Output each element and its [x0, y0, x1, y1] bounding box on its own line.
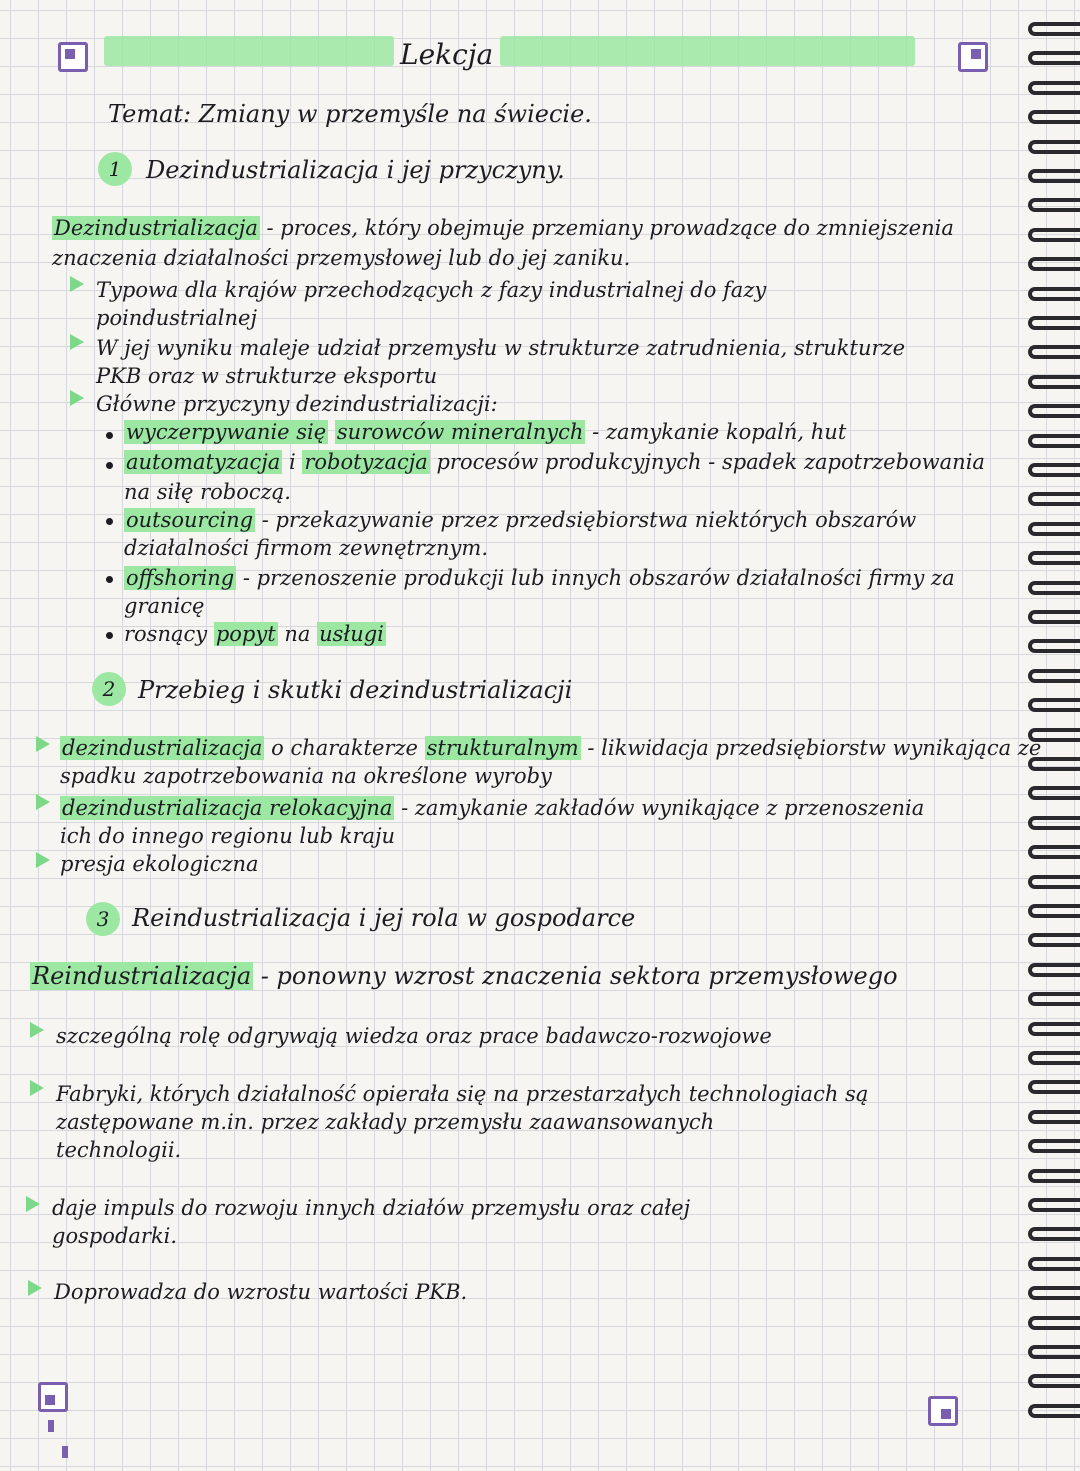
spiral-ring-icon — [1028, 610, 1080, 624]
role-text: gospodarki. — [52, 1224, 178, 1248]
spiral-ring-icon — [1028, 875, 1080, 889]
term-dezindustrializacja: Dezindustrializacja — [54, 216, 258, 240]
corner-bracket-icon — [928, 1396, 958, 1426]
corner-bracket-icon — [38, 1382, 68, 1412]
spiral-ring-icon — [1028, 933, 1080, 947]
arrow-bullet-icon — [36, 794, 50, 810]
effect-text: - likwidacja przedsiębiorstw wynikająca ze — [587, 736, 1042, 760]
highlight: dezindustrializacja — [62, 736, 263, 760]
header-highlight-right — [500, 36, 915, 66]
role-text: szczególną rolę odgrywają wiedza oraz prace badawczo-rozwojowe — [56, 1024, 772, 1048]
highlight: outsourcing — [126, 508, 254, 532]
role-text: Fabryki, których działalność opierała się na przestarzałych technologiach są — [56, 1082, 869, 1106]
spiral-ring-icon — [1028, 1022, 1080, 1036]
effect-item — [60, 796, 924, 821]
corner-bracket-icon — [58, 42, 88, 72]
spiral-ring-icon — [1028, 22, 1080, 36]
spiral-ring-icon — [1028, 1286, 1080, 1300]
spiral-ring-icon — [1028, 404, 1080, 418]
spiral-ring-icon — [1028, 345, 1080, 359]
term-reindustrializacja: Reindustrializacja — [32, 962, 252, 990]
section2-heading: Przebieg i skutki dezindustrializacji — [138, 676, 573, 704]
spiral-ring-icon — [1028, 992, 1080, 1006]
edge-mark-icon — [48, 1420, 54, 1432]
topic: Temat: Zmiany w przemyśle na świecie. — [108, 100, 592, 128]
spiral-ring-icon — [1028, 375, 1080, 389]
cause-text: na — [284, 622, 311, 646]
edge-mark-icon — [62, 1446, 68, 1458]
spiral-ring-icon — [1028, 845, 1080, 859]
spiral-ring-icon — [1028, 522, 1080, 536]
header-highlight-left — [104, 36, 394, 66]
spiral-ring-icon — [1028, 757, 1080, 771]
role-text: daje impuls do rozwoju innych działów przemysłu oraz całej — [52, 1196, 691, 1220]
lesson-title: Lekcja — [400, 38, 494, 71]
effect-text: ich do innego regionu lub kraju — [60, 824, 396, 848]
corner-bracket-icon — [958, 42, 988, 72]
spiral-ring-icon — [1028, 1316, 1080, 1330]
cause-text: - zamykanie kopalń, hut — [592, 420, 847, 444]
highlight: offshoring — [126, 566, 235, 590]
cause-text: granicę — [124, 594, 205, 618]
spiral-ring-icon — [1028, 463, 1080, 477]
bullet-text: PKB oraz w strukturze eksportu — [96, 364, 438, 388]
definition-text: - ponowny wzrost znaczenia sektora przemysłowego — [260, 962, 898, 990]
spiral-ring-icon — [1028, 1345, 1080, 1359]
spiral-ring-icon — [1028, 1227, 1080, 1241]
cause-item — [124, 450, 985, 475]
highlight: wyczerpywanie się — [126, 420, 327, 444]
cause-text: - przekazywanie przez przedsiębiorstwa niektórych obszarów — [261, 508, 917, 532]
effect-text: spadku zapotrzebowania na określone wyroby — [60, 764, 552, 788]
arrow-bullet-icon — [70, 276, 84, 292]
bullet-text: Główne przyczyny dezindustrializacji: — [96, 392, 498, 416]
role-text: zastępowane m.in. przez zakłady przemysłu zaawansowanych — [56, 1110, 715, 1134]
dot-bullet-icon — [106, 632, 113, 639]
bullet-text: Typowa dla krajów przechodzących z fazy industrialnej do fazy — [96, 278, 767, 302]
spiral-ring-icon — [1028, 904, 1080, 918]
spiral-ring-icon — [1028, 728, 1080, 742]
spiral-ring-icon — [1028, 51, 1080, 65]
arrow-bullet-icon — [30, 1022, 44, 1038]
section-number-1: 1 — [98, 152, 132, 186]
spiral-ring-icon — [1028, 110, 1080, 124]
spiral-ring-icon — [1028, 1139, 1080, 1153]
spiral-ring-icon — [1028, 1051, 1080, 1065]
effect-text: presja ekologiczna — [60, 852, 259, 876]
arrow-bullet-icon — [36, 736, 50, 752]
section3-heading: Reindustrializacja i jej rola w gospodarce — [132, 904, 636, 932]
section3-definition — [30, 962, 898, 991]
spiral-ring-icon — [1028, 434, 1080, 448]
spiral-ring-icon — [1028, 287, 1080, 301]
role-text: technologii. — [56, 1138, 182, 1162]
cause-text: i — [288, 450, 296, 474]
highlight: surowców mineralnych — [336, 420, 584, 444]
definition-text: - proces, który obejmuje przemiany prowadzące do zmniejszenia — [266, 216, 954, 240]
spiral-ring-icon — [1028, 639, 1080, 653]
spiral-ring-icon — [1028, 257, 1080, 271]
spiral-ring-icon — [1028, 316, 1080, 330]
dot-bullet-icon — [106, 462, 113, 469]
cause-text: procesów produkcyjnych - spadek zapotrzebowania — [436, 450, 985, 474]
spiral-ring-icon — [1028, 698, 1080, 712]
spiral-ring-icon — [1028, 786, 1080, 800]
dot-bullet-icon — [106, 432, 113, 439]
spiral-ring-icon — [1028, 1110, 1080, 1124]
cause-text: - przenoszenie produkcji lub innych obszarów działalności firmy za — [242, 566, 955, 590]
arrow-bullet-icon — [30, 1080, 44, 1096]
arrow-bullet-icon — [70, 334, 84, 350]
dot-bullet-icon — [106, 518, 113, 525]
effect-item — [60, 736, 1041, 761]
spiral-ring-icon — [1028, 669, 1080, 683]
section1-heading: Dezindustrializacja i jej przyczyny. — [146, 156, 565, 184]
highlight: robotyzacja — [304, 450, 428, 474]
spiral-ring-icon — [1028, 228, 1080, 242]
spiral-ring-icon — [1028, 1169, 1080, 1183]
bullet-text: poindustrialnej — [96, 306, 257, 330]
spiral-ring-icon — [1028, 140, 1080, 154]
arrow-bullet-icon — [26, 1196, 40, 1212]
cause-text: rosnący — [124, 622, 208, 646]
spiral-ring-icon — [1028, 492, 1080, 506]
spiral-ring-icon — [1028, 1257, 1080, 1271]
cause-item — [124, 622, 386, 647]
highlight: popyt — [215, 622, 276, 646]
spiral-ring-icon — [1028, 1198, 1080, 1212]
highlight: dezindustrializacja relokacyjna — [62, 796, 393, 820]
cause-item — [124, 420, 846, 445]
cause-text: działalności firmom zewnętrznym. — [124, 536, 489, 560]
section1-definition — [52, 216, 954, 241]
spiral-ring-icon — [1028, 1404, 1080, 1418]
arrow-bullet-icon — [28, 1280, 42, 1296]
cause-text: na siłę roboczą. — [124, 480, 291, 504]
spiral-ring-icon — [1028, 169, 1080, 183]
spiral-ring-icon — [1028, 81, 1080, 95]
highlight: usługi — [319, 622, 384, 646]
spiral-ring-icon — [1028, 1080, 1080, 1094]
definition-line-2: znaczenia działalności przemysłowej lub do jej zaniku. — [52, 246, 631, 270]
effect-text: - zamykanie zakładów wynikające z przenoszenia — [401, 796, 925, 820]
arrow-bullet-icon — [70, 390, 84, 406]
spiral-ring-icon — [1028, 963, 1080, 977]
role-text: Doprowadza do wzrostu wartości PKB. — [54, 1280, 468, 1304]
highlight: automatyzacja — [126, 450, 281, 474]
cause-item — [124, 508, 916, 533]
cause-item — [124, 566, 955, 591]
spiral-ring-icon — [1028, 198, 1080, 212]
arrow-bullet-icon — [36, 852, 50, 868]
section-number-2: 2 — [92, 672, 126, 706]
bullet-text: W jej wyniku maleje udział przemysłu w strukturze zatrudnienia, strukturze — [96, 336, 906, 360]
spiral-ring-icon — [1028, 551, 1080, 565]
section-number-3: 3 — [86, 902, 120, 936]
spiral-ring-icon — [1028, 1374, 1080, 1388]
dot-bullet-icon — [106, 576, 113, 583]
effect-text: o charakterze — [271, 736, 418, 760]
spiral-ring-icon — [1028, 816, 1080, 830]
spiral-ring-icon — [1028, 581, 1080, 595]
highlight: strukturalnym — [426, 736, 579, 760]
